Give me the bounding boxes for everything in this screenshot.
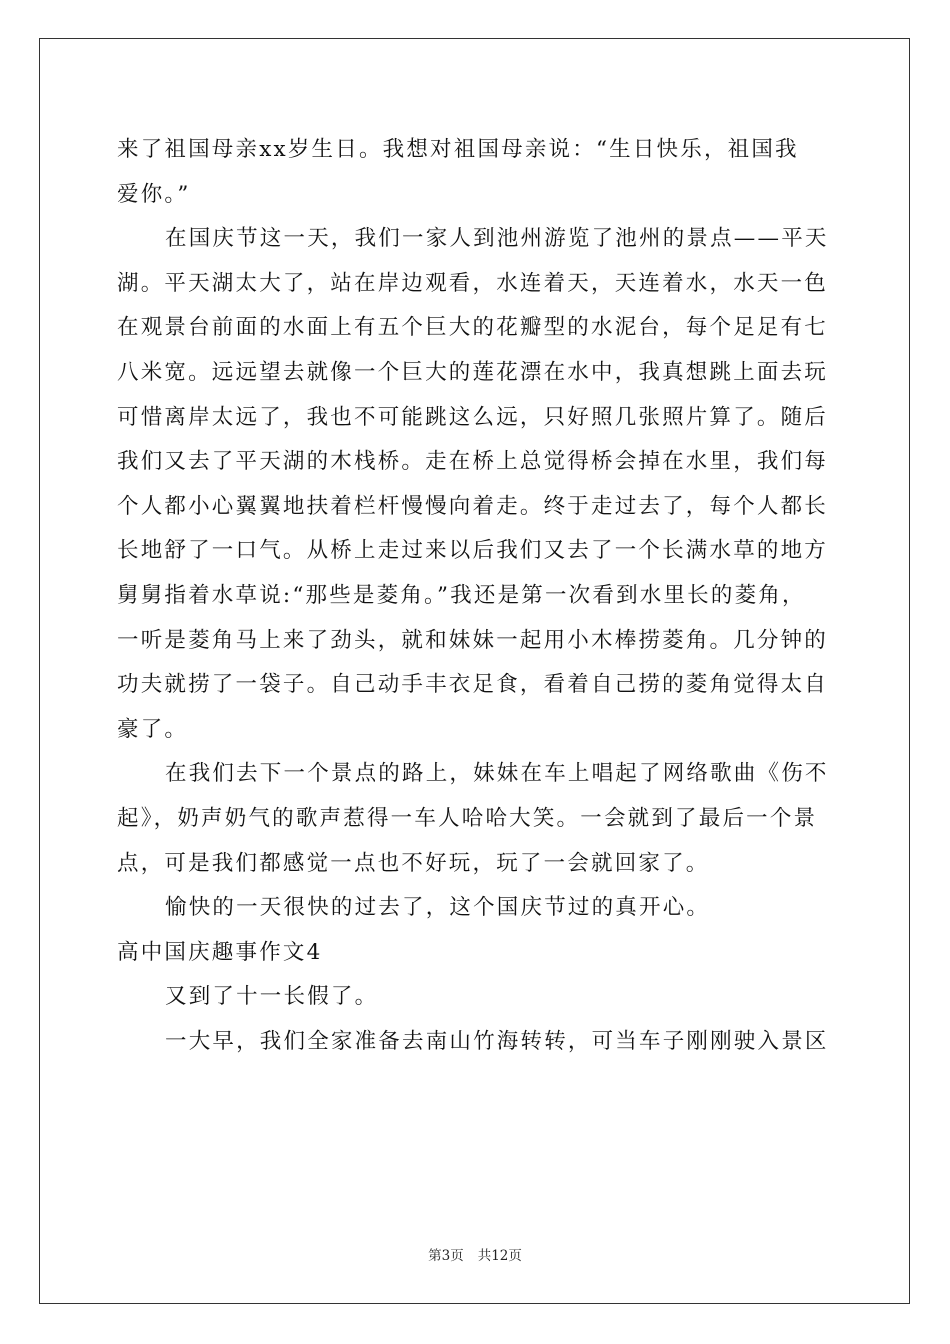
text-line: 爱你。” (117, 181, 191, 207)
text-line: 功夫就捞了一袋子。自己动手丰衣足食，看着自己捞的菱角觉得太自 (117, 672, 829, 698)
paragraph-start-line: 愉快的一天很快的过去了，这个国庆节过的真开心。 (165, 895, 711, 921)
text-line: 点，可是我们都感觉一点也不好玩，玩了一会就回家了。 (117, 850, 710, 876)
text-line: 个人都小心翼翼地扶着栏杆慢慢向着走。终于走过去了，每个人都长 (117, 493, 829, 519)
text-line: 舅舅指着水草说:“那些是菱角。”我还是第一次看到水里长的菱角， (117, 582, 806, 608)
text-line: 豪了。 (117, 716, 189, 742)
text-line: 起》，奶声奶气的歌声惹得一车人哈哈大笑。一会就到了最后一个景 (117, 805, 818, 831)
text-line: 长地舒了一口气。从桥上走过来以后我们又去了一个长满水草的地方 (117, 538, 829, 564)
page-number: 第3页 (428, 1248, 464, 1264)
text-line: 我们又去了平天湖的木栈桥。走在桥上总觉得桥会掉在水里，我们每 (117, 449, 829, 475)
section-heading: 高中国庆趣事作文4 (117, 939, 323, 965)
document-body (117, 128, 837, 1064)
paragraph-start-line: 在国庆节这一天，我们一家人到池州游览了池州的景点——平天 (165, 226, 829, 252)
paragraph-start-line: 又到了十一长假了。 (165, 984, 379, 1010)
paragraph-start-line: 一大早，我们全家准备去南山竹海转转，可当车子刚刚驶入景区 (165, 1028, 829, 1054)
page-footer (0, 1244, 950, 1264)
text-line: 湖。平天湖太大了，站在岸边观看，水连着天，天连着水，水天一色 (117, 270, 829, 296)
page-total: 共12页 (477, 1248, 522, 1264)
text-line: 在观景台前面的水面上有五个巨大的花瓣型的水泥台，每个足足有七 (117, 315, 829, 341)
text-line: 来了祖国母亲xx岁生日。我想对祖国母亲说：“生日快乐，祖国我 (117, 137, 799, 162)
text-line: 八米宽。远远望去就像一个巨大的莲花漂在水中，我真想跳上面去玩 (117, 359, 829, 385)
paragraph-start-line: 在我们去下一个景点的路上，妹妹在车上唱起了网络歌曲《伤不 (165, 761, 829, 787)
text-line: 可惜离岸太远了，我也不可能跳这么远，只好照几张照片算了。随后 (117, 404, 829, 430)
text-line: 一听是菱角马上来了劲头，就和妹妹一起用小木棒捞菱角。几分钟的 (117, 627, 829, 653)
